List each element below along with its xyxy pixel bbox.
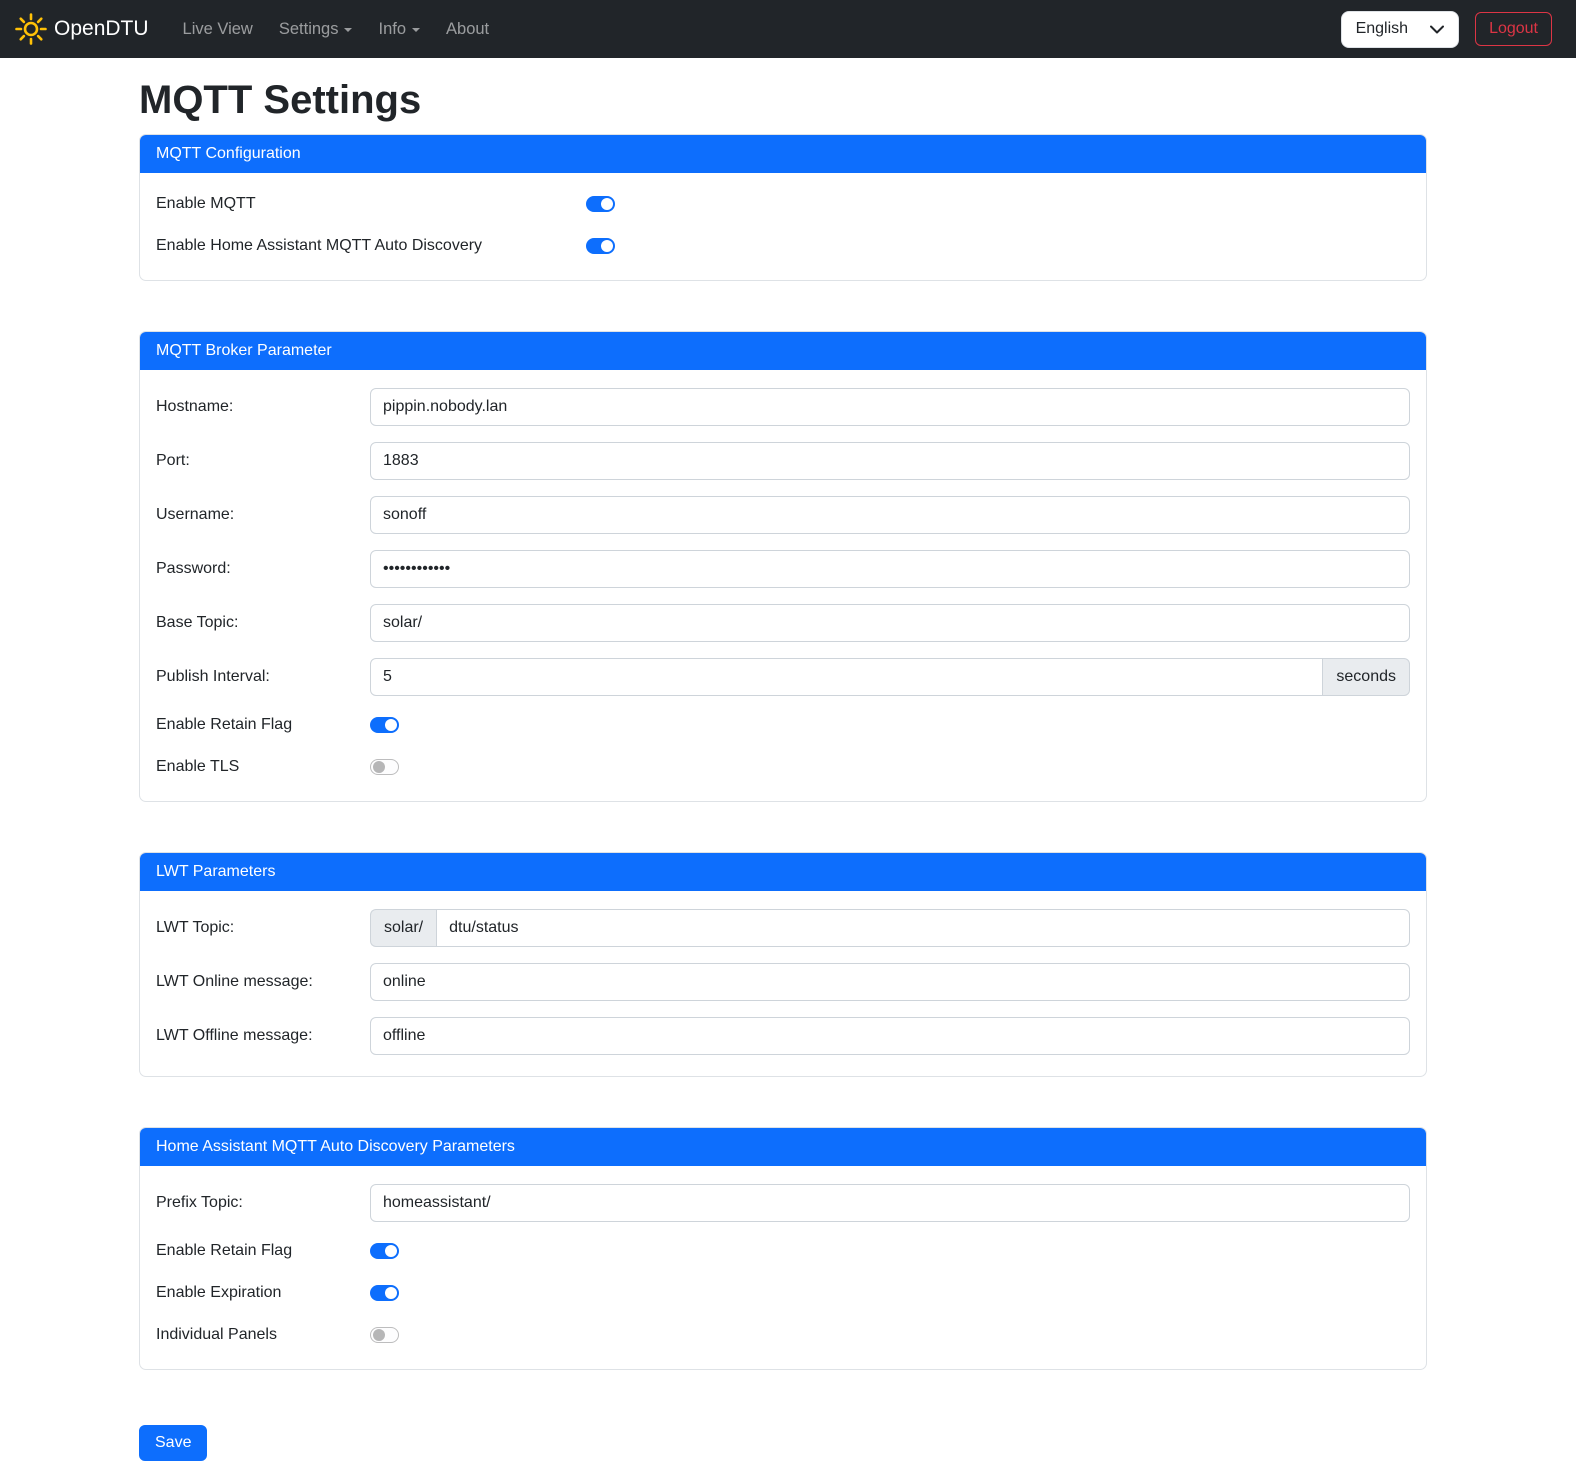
card-body — [140, 173, 1426, 280]
toggle-knob — [373, 761, 385, 773]
field-label: Port: — [156, 452, 190, 469]
sun-logo-icon — [14, 12, 48, 46]
field-content — [370, 1184, 1410, 1222]
field-label: Enable Retain Flag — [156, 1242, 293, 1259]
field-label: LWT Topic: — [156, 919, 235, 936]
field-row-prefix-topic — [156, 1184, 1410, 1222]
main-content — [139, 78, 1427, 1461]
language-select[interactable] — [1341, 11, 1459, 48]
nav-item-info[interactable] — [368, 12, 430, 47]
card-body — [140, 370, 1426, 801]
enable-retain-flag-toggle[interactable] — [370, 1243, 399, 1259]
nav-links — [173, 12, 500, 47]
field-row-enable-mqtt — [156, 191, 1410, 217]
field-content — [370, 388, 1410, 426]
card-header: MQTT Configuration — [140, 135, 1426, 173]
field-row-port — [156, 442, 1410, 480]
base-topic-input[interactable] — [370, 604, 1410, 642]
lwt-topic-input[interactable] — [436, 909, 1410, 947]
toggle-knob — [373, 1329, 385, 1341]
field-row-base-topic — [156, 604, 1410, 642]
field-label: Enable TLS — [156, 758, 240, 775]
field-label: Hostname: — [156, 398, 234, 415]
navbar-right — [1341, 11, 1552, 48]
field-row-hostname — [156, 388, 1410, 426]
field-row-individual-panels — [156, 1322, 1410, 1348]
nav-item-about[interactable] — [436, 12, 499, 47]
field-row-publish-interval — [156, 658, 1410, 696]
enable-retain-flag-toggle[interactable] — [370, 717, 399, 733]
card-header: LWT Parameters — [140, 853, 1426, 891]
field-label: Enable Retain Flag — [156, 716, 293, 733]
chevron-down-icon — [1430, 25, 1444, 34]
chevron-down-icon — [344, 28, 352, 32]
page-title: MQTT Settings — [139, 78, 422, 122]
field-label: Base Topic: — [156, 614, 239, 631]
field-label: Prefix Topic: — [156, 1194, 243, 1211]
field-content — [370, 550, 1410, 588]
input-prefix-addon: solar/ — [370, 909, 436, 947]
field-row-lwt-online-message — [156, 963, 1410, 1001]
enable-expiration-toggle[interactable] — [370, 1285, 399, 1301]
field-label: Publish Interval: — [156, 668, 270, 685]
card-mqtt-broker-parameter — [139, 331, 1427, 802]
field-content — [586, 238, 1410, 254]
save-button[interactable]: Save — [139, 1425, 207, 1461]
field-row-enable-retain-flag — [156, 712, 1410, 738]
field-label: Username: — [156, 506, 235, 523]
field-row-password — [156, 550, 1410, 588]
username-input[interactable] — [370, 496, 1410, 534]
field-label: Individual Panels — [156, 1326, 277, 1343]
nav-item-label: Settings — [278, 19, 339, 38]
field-row-enable-tls — [156, 754, 1410, 780]
field-content — [370, 1243, 1410, 1259]
enable-home-assistant-mqtt-auto-discovery-toggle[interactable] — [586, 238, 615, 254]
field-label: LWT Online message: — [156, 973, 313, 990]
input-suffix-addon: seconds — [1323, 658, 1410, 696]
prefix-topic-input[interactable] — [370, 1184, 1410, 1222]
card-body — [140, 891, 1426, 1076]
field-row-enable-home-assistant-mqtt-auto-discovery — [156, 233, 1410, 259]
brand-label: OpenDTU — [54, 17, 149, 40]
field-row-username — [156, 496, 1410, 534]
field-content — [370, 496, 1410, 534]
logout-button[interactable]: Logout — [1475, 12, 1552, 46]
toggle-knob — [385, 719, 397, 731]
chevron-down-icon — [412, 28, 420, 32]
card-body — [140, 1166, 1426, 1369]
lwt-offline-message-input[interactable] — [370, 1017, 1410, 1055]
toggle-knob — [601, 198, 613, 210]
toggle-knob — [601, 240, 613, 252]
nav-item-label: About — [446, 19, 490, 38]
enable-mqtt-toggle[interactable] — [586, 196, 615, 212]
field-row-lwt-topic — [156, 909, 1410, 947]
toggle-knob — [385, 1245, 397, 1257]
enable-tls-toggle[interactable] — [370, 759, 399, 775]
field-content — [370, 759, 1410, 775]
field-content — [370, 604, 1410, 642]
card-lwt-parameters — [139, 852, 1427, 1077]
field-content — [370, 442, 1410, 480]
field-content — [586, 196, 1410, 212]
field-label: Enable Expiration — [156, 1284, 282, 1301]
nav-item-label: Live View — [182, 19, 253, 38]
field-content — [370, 909, 1410, 947]
field-label: LWT Offline message: — [156, 1027, 313, 1044]
brand[interactable] — [14, 12, 149, 46]
field-label: Password: — [156, 560, 231, 577]
field-content — [370, 1285, 1410, 1301]
lwt-online-message-input[interactable] — [370, 963, 1410, 1001]
field-content — [370, 658, 1410, 696]
card-header: Home Assistant MQTT Auto Discovery Parameters — [140, 1128, 1426, 1166]
nav-item-live-view[interactable] — [173, 12, 263, 47]
language-selected-label: English — [1355, 20, 1409, 37]
toggle-knob — [385, 1287, 397, 1299]
field-content — [370, 1017, 1410, 1055]
field-content — [370, 963, 1410, 1001]
card-mqtt-configuration — [139, 134, 1427, 281]
password-input[interactable] — [370, 550, 1410, 588]
nav-item-settings[interactable] — [269, 12, 363, 47]
navbar — [0, 0, 1576, 58]
publish-interval-input[interactable] — [370, 658, 1323, 696]
field-row-enable-retain-flag — [156, 1238, 1410, 1264]
field-row-lwt-offline-message — [156, 1017, 1410, 1055]
field-content — [370, 717, 1410, 733]
nav-item-label: Info — [378, 19, 407, 38]
field-row-enable-expiration — [156, 1280, 1410, 1306]
card-header: MQTT Broker Parameter — [140, 332, 1426, 370]
hostname-input[interactable] — [370, 388, 1410, 426]
field-label: Enable Home Assistant MQTT Auto Discovery — [156, 237, 483, 254]
port-input[interactable] — [370, 442, 1410, 480]
card-home-assistant-mqtt-auto-discovery-parameters — [139, 1127, 1427, 1370]
settings-cards — [139, 134, 1427, 1370]
individual-panels-toggle[interactable] — [370, 1327, 399, 1343]
field-content — [370, 1327, 1410, 1343]
field-label: Enable MQTT — [156, 195, 256, 212]
